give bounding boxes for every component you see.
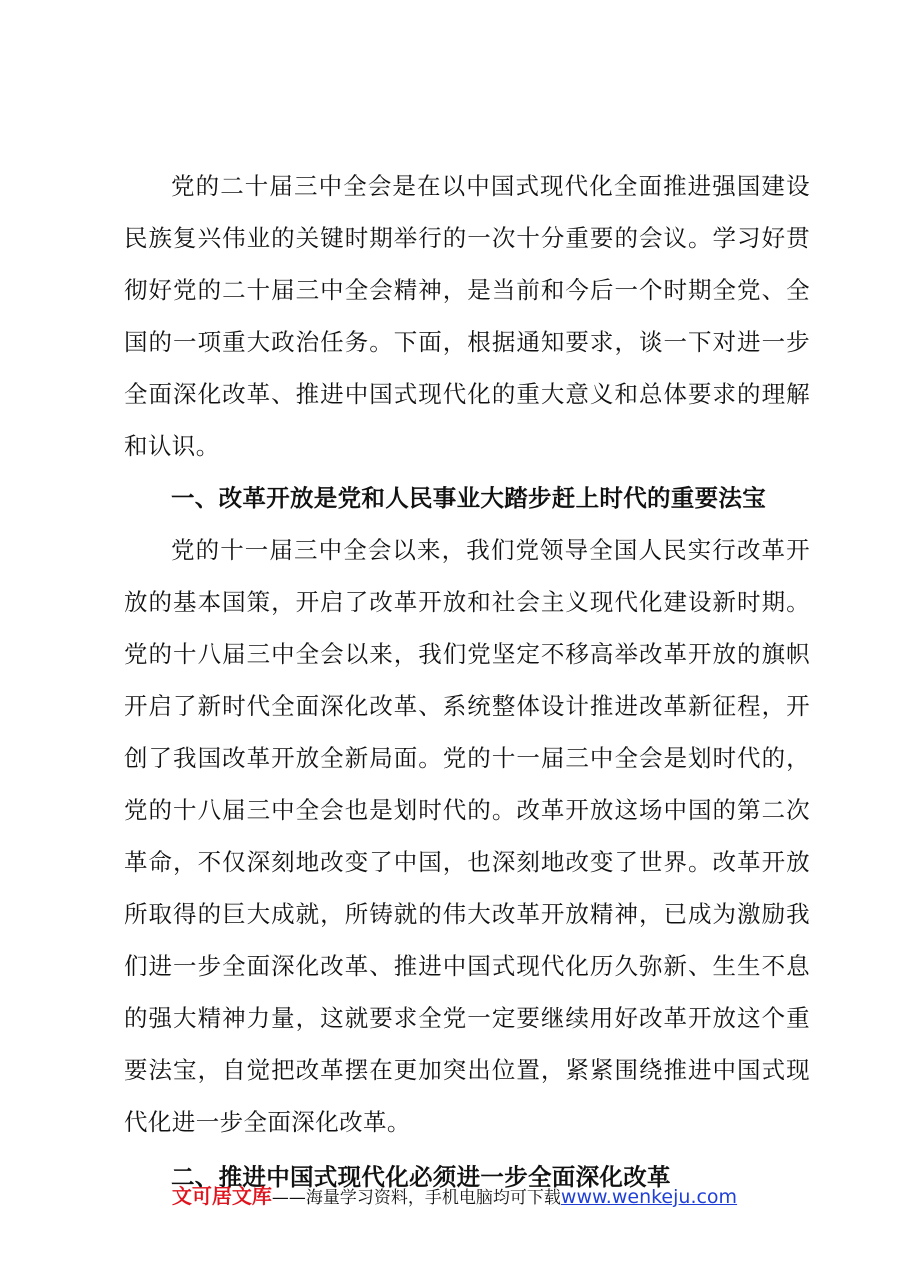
section-1-paragraph: 党的十一届三中全会以来，我们党领导全国人民实行改革开放的基本国策，开启了改革开放和社会主义现代化建设新时期。党的十八届三中全会以来，我们党坚定不移高举改革开放的旗帜开启了新时代全面深化改革、系统整体设计推进改革新征程，开创了我国改革开放全新局面。党的十一届三中全会是划时代的，党的十八届三中全会也是划时代的。改革开放这场中国的第二次革命，不仅深刻地改变了中国，也深刻地改变了世界。改革开放所取得的巨大成就，所铸就的伟大改革开放精神，已成为激励我们进一步全面深化改革、推进中国式现代化历久弥新、生生不息的强大精神力量，这就要求全党一定要继续用好改革开放这个重要法宝，自觉把改革摆在更加突出位置，紧紧围绕推进中国式现代化进一步全面深化改革。 — [124, 536, 810, 1136]
section-heading-1: 一、改革开放是党和人民事业大踏步赶上时代的重要法宝 — [171, 484, 766, 512]
intro-paragraph: 党的二十届三中全会是在以中国式现代化全面推进强国建设民族复兴伟业的关键时期举行的一次十分重要的会议。学习好贯彻好党的二十届三中全会精神，是当前和今后一个时期全党、全国的一项重大政治任务。下面，根据通知要求，谈一下对进一步全面深化改革、推进中国式现代化的重大意义和总体要求的理解和认识。 — [124, 172, 810, 460]
footer-tagline: ——海量学习资料，手机电脑均可下载 — [271, 1188, 561, 1208]
footer-brand: 文可居文库 — [171, 1184, 272, 1208]
document-body — [124, 160, 810, 1203]
footer-banner — [0, 1182, 909, 1212]
section-heading-2: 二、推进中国式现代化必须进一步全面深化改革 — [171, 1163, 671, 1191]
footer-site-link[interactable]: www.wenkeju.com — [560, 1186, 738, 1208]
